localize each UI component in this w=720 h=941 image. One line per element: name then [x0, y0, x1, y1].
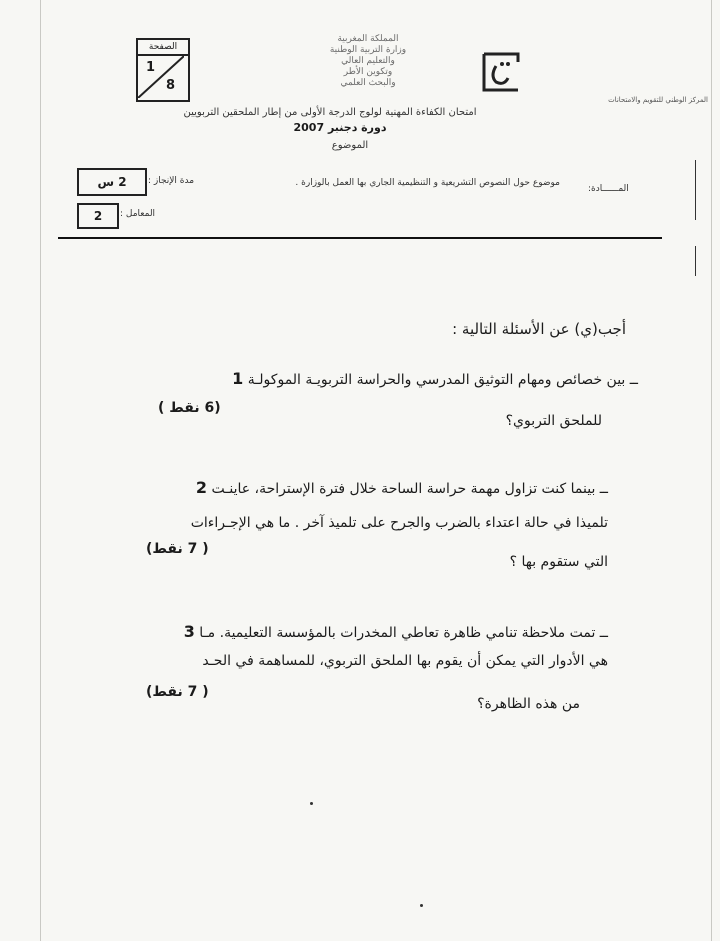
- stray-mark: [310, 802, 313, 805]
- question-2-line: تلميذا في حالة اعتداء بالضرب والجرح على تلميذ آخر . ما هي الإجـراءات: [190, 515, 608, 531]
- ministry-line: وتكوين الأطر: [343, 67, 393, 77]
- page-total: 8: [166, 78, 176, 93]
- ministry-line: والبحث العلمي: [340, 78, 396, 88]
- page-number: 1: [146, 60, 156, 75]
- question-3-line: [184, 623, 608, 642]
- header-divider: [58, 237, 662, 239]
- page-divider-icon: [138, 56, 184, 98]
- question-2-number: 2: [195, 478, 208, 497]
- page-edge-right: [711, 0, 712, 941]
- question-2-line: التي ستقوم بها ؟: [509, 554, 608, 570]
- coefficient-label: المعامل :: [120, 209, 156, 219]
- question-1-number: 1: [232, 369, 244, 388]
- margin-mark: [695, 246, 696, 276]
- ministry-logo-icon: [476, 46, 526, 96]
- exam-center-name: المركز الوطني للتقويم والامتحانات: [608, 96, 708, 104]
- question-3-number: 3: [183, 622, 195, 641]
- exam-title: امتحان الكفاءة المهنية لولوج الدرجة الأولى من إطار الملحقين التربويين: [183, 107, 477, 118]
- subject-label: المــــــادة:: [588, 184, 629, 194]
- ministry-line: المملكة المغربية: [337, 34, 399, 44]
- subject-value: موضوع حول النصوص التشريعية و التنظيمية الجاري بها العمل بالوزارة .: [295, 178, 560, 188]
- exam-subject-heading: الموضوع: [331, 140, 369, 151]
- ministry-line: والتعليم العالي: [341, 56, 395, 66]
- coefficient-value: 2: [77, 203, 119, 229]
- stray-mark: [420, 904, 423, 907]
- question-1-line: [232, 370, 638, 389]
- question-1-text: ــ بين خصائص ومهام التوثيق المدرسي والحراسة التربويـة الموكولـة: [247, 372, 638, 388]
- question-1-line: للملحق التربوي؟: [505, 413, 602, 429]
- question-3-text: ــ تمت ملاحظة تنامي ظاهرة تعاطي المخدرات بالمؤسسة التعليمية. مـا: [199, 625, 608, 641]
- question-2-text: ــ بينما كنت تزاول مهمة حراسة الساحة خلال فترة الإستراحة، عاينـت: [211, 481, 608, 497]
- question-2-points: ( 7 نقط): [146, 541, 209, 557]
- question-3-points: ( 7 نقط): [146, 684, 209, 700]
- instruction: أجب(ي) عن الأسئلة التالية :: [452, 320, 626, 338]
- question-2-line: [196, 479, 608, 498]
- duration-value: 2 س: [77, 168, 147, 196]
- question-1-points: (6 نقط ): [158, 400, 221, 416]
- question-3-line: هي الأدوار التي يمكن أن يقوم بها الملحق التربوي، للمساهمة في الحـد: [202, 653, 608, 669]
- exam-session: دورة دجنبر 2007: [293, 121, 387, 134]
- margin-mark: [695, 160, 696, 220]
- page-label: الصفحة: [138, 40, 188, 56]
- page-indicator: [136, 38, 190, 102]
- page-edge-left: [40, 0, 41, 941]
- question-3-line: من هذه الظاهرة؟: [477, 696, 580, 712]
- ministry-header: [318, 34, 418, 89]
- duration-label: مدة الإنجاز :: [148, 176, 195, 186]
- ministry-line: وزارة التربية الوطنية: [329, 45, 407, 55]
